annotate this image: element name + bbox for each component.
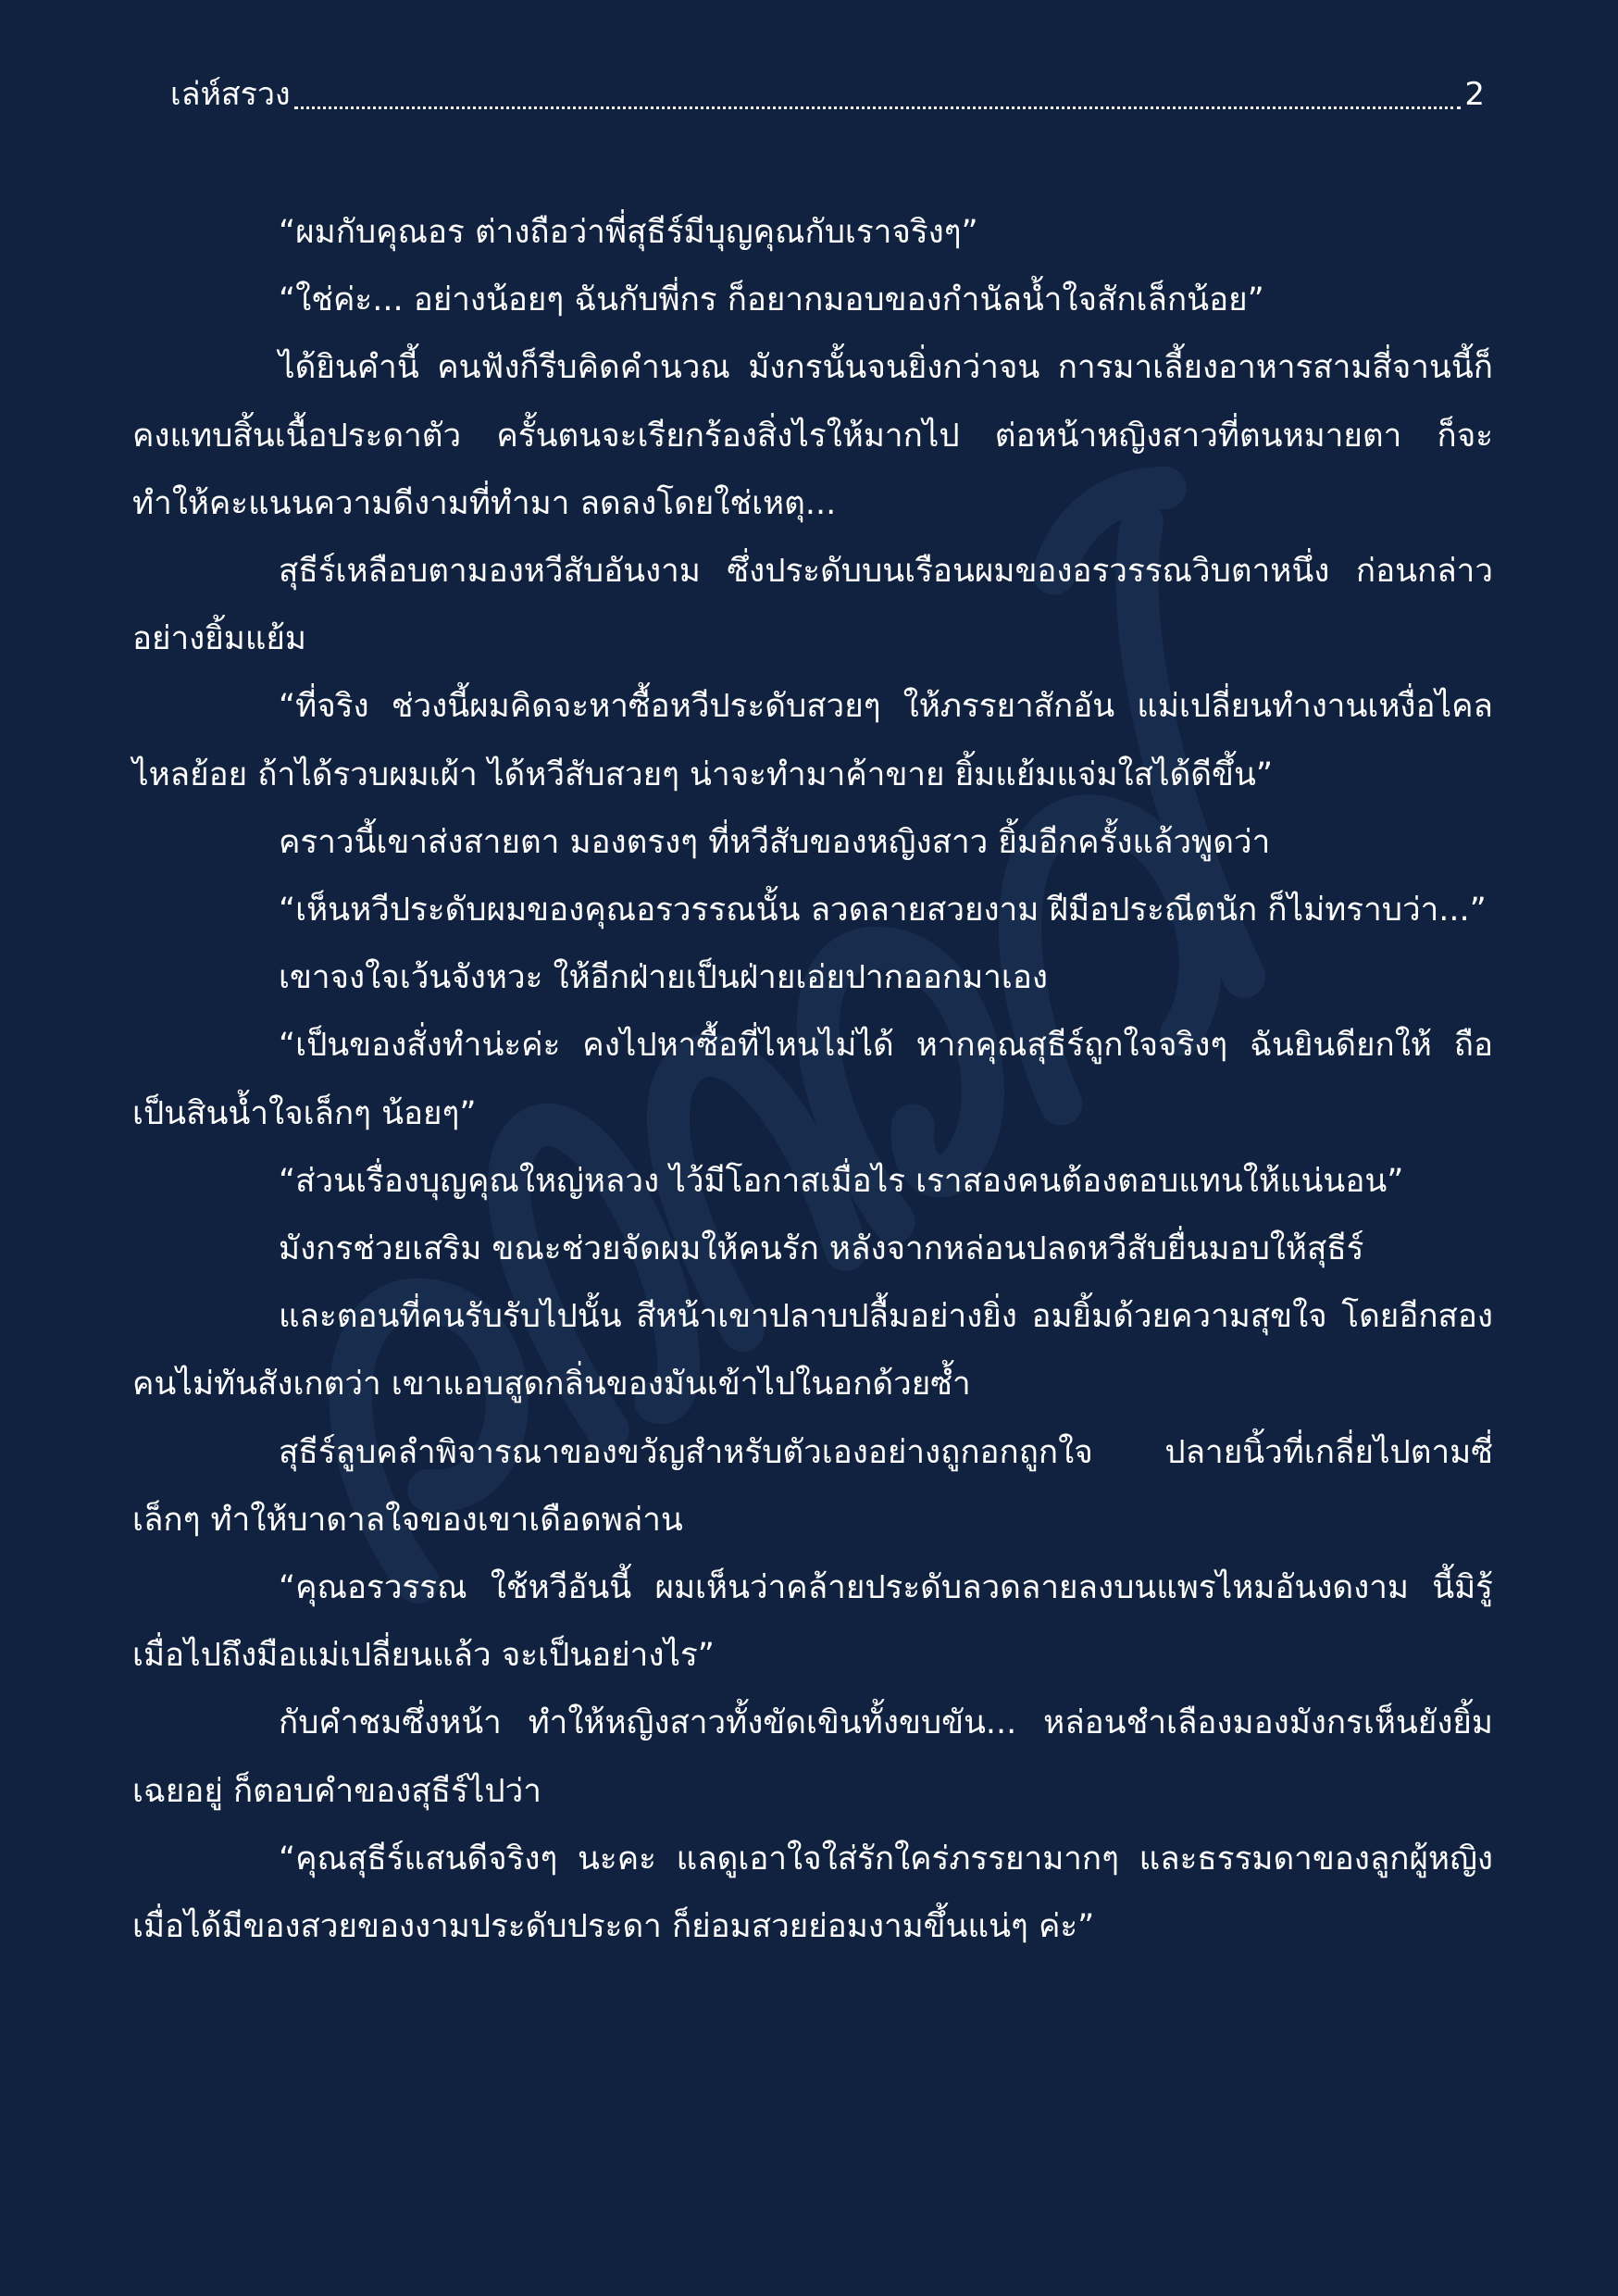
- paragraph: “ใช่ค่ะ... อย่างน้อยๆ ฉันกับพี่กร ก็อยากมอบของกำนัลน้ำใจสักเล็กน้อย”: [279, 281, 1264, 319]
- paragraph: คราวนี้เขาส่งสายตา มองตรงๆ ที่หวีสับของหญิงสาว ยิ้มอีกครั้งแล้วพูดว่า: [279, 823, 1271, 861]
- dotted-leader: [294, 106, 1462, 109]
- paragraph: “คุณสุธีร์แสนดีจริงๆ นะคะ แลดูเอาใจใส่รักใคร่ภรรยามากๆ และธรรมดาของลูกผู้หญิง เมื่อได้มีของสวยของงามประดับประดา ก็ย่อมสวยย่อมงามขึ้นแน่ๆ ค่ะ”: [132, 1840, 1493, 1946]
- paragraph: มังกรช่วยเสริม ขณะช่วยจัดผมให้คนรัก หลังจากหล่อนปลดหวีสับยื่นมอบให้สุธีร์: [279, 1230, 1364, 1268]
- paragraph: และตอนที่คนรับรับไปนั้น สีหน้าเขาปลาบปลื้มอย่างยิ่ง อมยิ้มด้วยความสุขใจ โดยอีกสองคนไม่ทันสังเกตว่า เขาแอบสูดกลิ่นของมันเข้าไปในอกด้วยซ้ำ: [132, 1298, 1493, 1404]
- page-number: 2: [1464, 76, 1485, 113]
- paragraph: สุธีร์ลูบคลำพิจารณาของขวัญสำหรับตัวเองอย่างถูกอกถูกใจ ปลายนิ้วที่เกลี่ยไปตามซี่เล็กๆ ทำให้บาดาลใจของเขาเดือดพล่าน: [132, 1433, 1493, 1539]
- paragraph: “ส่วนเรื่องบุญคุณใหญ่หลวง ไว้มีโอกาสเมื่อไร เราสองคนต้องตอบแทนให้แน่นอน”: [279, 1162, 1404, 1200]
- paragraph: สุธีร์เหลือบตามองหวีสับอันงาม ซึ่งประดับบนเรือนผมของอรวรรณวิบตาหนึ่ง ก่อนกล่าวอย่างยิ้มแย้ม: [132, 553, 1493, 658]
- paragraph: กับคำชมซึ่งหน้า ทำให้หญิงสาวทั้งขัดเขินทั้งขบขัน... หล่อนชำเลืองมองมังกรเห็นยังยิ้มเฉยอยู่ ก็ตอบคำของสุธีร์ไปว่า: [132, 1704, 1493, 1810]
- paragraph: “เป็นของสั่งทำน่ะค่ะ คงไปหาซื้อที่ไหนไม่ได้ หากคุณสุธีร์ถูกใจจริงๆ ฉันยินดียกให้ ถือเป็นสินน้ำใจเล็กๆ น้อยๆ”: [132, 1027, 1493, 1132]
- body-text: [132, 199, 1493, 1961]
- paragraph: “ผมกับคุณอร ต่างถือว่าพี่สุธีร์มีบุญคุณกับเราจริงๆ”: [279, 214, 978, 251]
- paragraph: “ที่จริง ช่วงนี้ผมคิดจะหาซื้อหวีประดับสวยๆ ให้ภรรยาสักอัน แม่เปลี่ยนทำงานเหงื่อไคลไหลย้อย ถ้าได้รวบผมเผ้า ได้หวีสับสวยๆ น่าจะทำมาค้าขาย ยิ้มแย้มแจ่มใสได้ดีขึ้น”: [132, 688, 1493, 793]
- running-header-title: เล่ห์สรวง: [170, 76, 291, 113]
- paragraph: “คุณอรวรรณ ใช้หวีอันนี้ ผมเห็นว่าคล้ายประดับลวดลายลงบนแพรไหมอันงดงาม นี้มิรู้เมื่อไปถึงมือแม่เปลี่ยนแล้ว จะเป็นอย่างไร”: [132, 1569, 1493, 1675]
- paragraph: ได้ยินคำนี้ คนฟังก็รีบคิดคำนวณ มังกรนั้นจนยิ่งกว่าจน การมาเลี้ยงอาหารสามสี่จานนี้ก็คงแทบสิ้นเนื้อประดาตัว ครั้นตนจะเรียกร้องสิ่งไรให้มากไป ต่อหน้าหญิงสาวที่ตนหมายตา ก็จะทำให้คะแนนความดีงามที่ทำมา ลดลงโดยใช่เหตุ...: [132, 349, 1493, 522]
- paragraph: “เห็นหวีประดับผมของคุณอรวรรณนั้น ลวดลายสวยงาม ฝีมือประณีตนัก ก็ไม่ทราบว่า...”: [279, 892, 1487, 930]
- paragraph: เขาจงใจเว้นจังหวะ ให้อีกฝ่ายเป็นฝ่ายเอ่ยปากออกมาเอง: [279, 959, 1048, 997]
- running-header: [170, 67, 1485, 122]
